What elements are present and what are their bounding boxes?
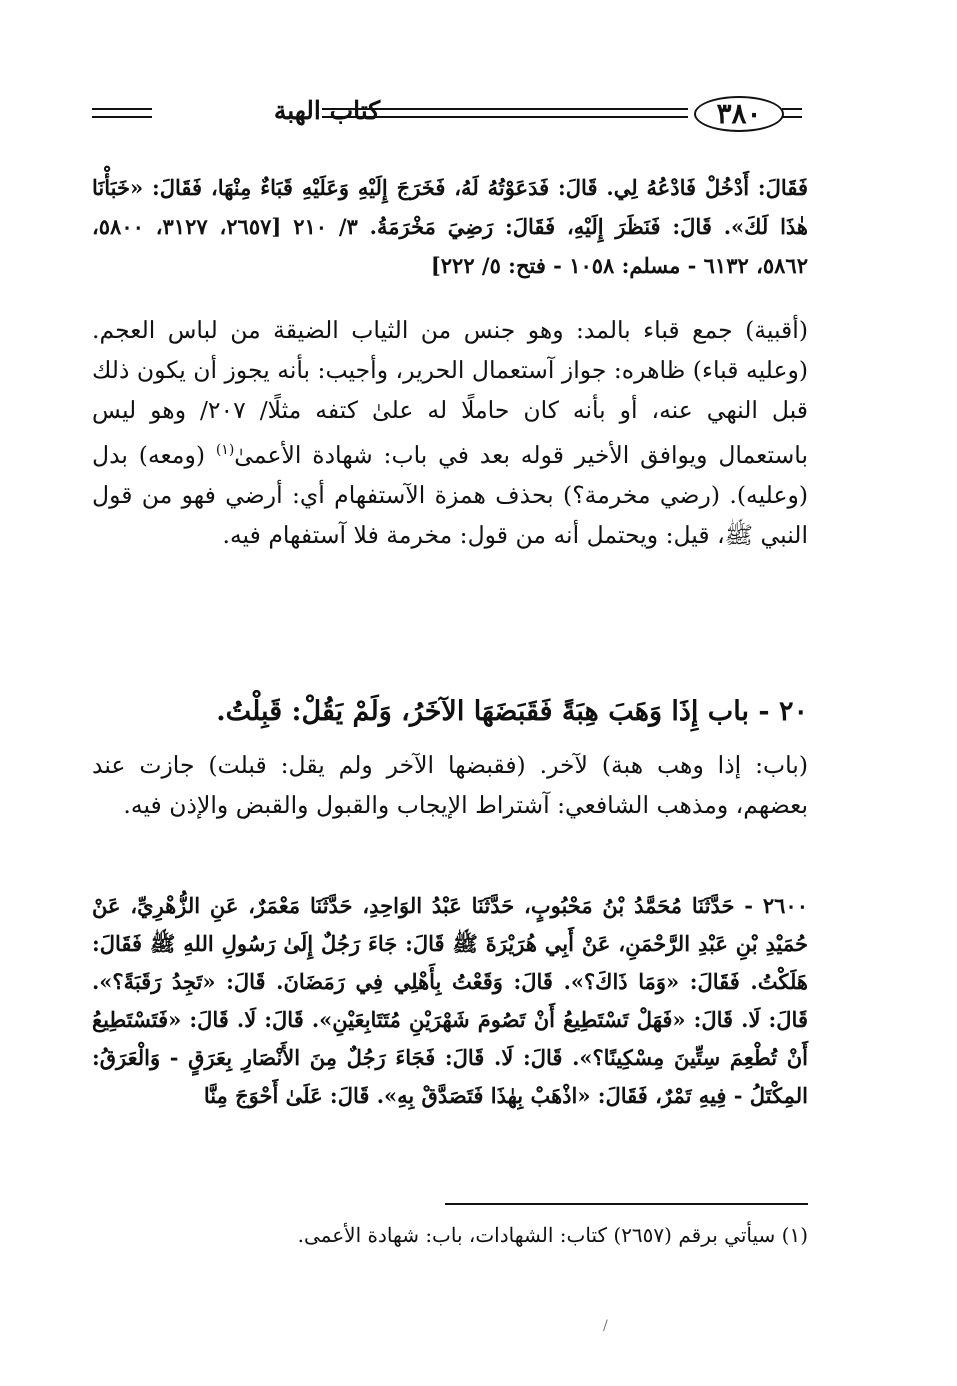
footnote-separator [445, 1203, 808, 1205]
chapter-heading [92, 692, 808, 732]
header-rule-right-1 [782, 108, 802, 110]
commentary-1-part-1: (أقبية) جمع قباء بالمد: وهو جنس من الثياب الضيقة من لباس العجم. (وعليه قباء) ظاهره: جواز آستعمال الحرير، وأجيب: بأنه يجوز أن يكون ذلك قبل النهي عنه، أو بأنه كان حاملًا له علىٰ كتفه مثلًا/ ٢٠٧/ وهو ليس باستعمال ويوافق الأخير قوله بعد في باب: شهادة الأعمىٰ [92, 316, 808, 469]
commentary-2-text: (باب: إذا وهب هبة) لآخر. (فقبضها الآخر ولم يقل: قبلت) جازت عند بعضهم، ومذهب الشافعي: آشتراط الإيجاب والقبول والقبض والإذن فيه. [92, 751, 808, 819]
chapter-heading-text: ٢٠ - باب إِذَا وَهَبَ هِبَةً فَقَبَضَهَا الآخَرُ، وَلَمْ يَقُلْ: قَبِلْتُ. [216, 696, 808, 727]
commentary-paragraph-1 [92, 310, 808, 555]
stray-mark: / [603, 1318, 608, 1334]
header-rule-middle-1 [322, 108, 688, 110]
commentary-paragraph-2 [92, 745, 808, 825]
footnote [92, 1220, 808, 1250]
commentary-1-text [92, 310, 808, 555]
running-title: كتاب الهبة [273, 96, 381, 125]
page-header [92, 92, 805, 140]
header-rule-middle-2 [322, 116, 688, 118]
hadith-2600-text: ٢٦٠٠ - حَدَّثَنَا مُحَمَّدُ بْنُ مَحْبُوبٍ، حَدَّثَنَا عَبْدُ الوَاحِدِ، حَدَّثَنَا مَعْمَرٌ، عَنِ الزُّهْرِيِّ، عَنْ حُمَيْدِ بْنِ عَبْدِ الرَّحْمَنِ، عَنْ أَبِي هُرَيْرَةَ ﷺ قَالَ: جَاءَ رَجُلٌ إِلَىٰ رَسُولِ اللهِ ﷺ فَقَالَ: هَلَكْتُ. فَقَالَ: «وَمَا ذَاكَ؟». قَالَ: وَقَعْتُ بِأَهْلِي فِي رَمَضَانَ. قَالَ: «تَجِدُ رَقَبَةً؟». قَالَ: لَا. قَالَ: «فَهَلْ تَسْتَطِيعُ أَنْ تَصُومَ شَهْرَيْنِ مُتَتَابِعَيْنِ». قَالَ: لَا. قَالَ: «فَتَسْتَطِيعُ أَنْ تُطْعِمَ سِتِّينَ مِسْكِينًا؟». قَالَ: لَا. قَالَ: فَجَاءَ رَجُلٌ مِنَ الأَنْصَارِ بِعَرَقٍ - وَالْعَرَقُ: المِكْتَلُ - فِيهِ تَمْرٌ، فَقَالَ: «اذْهَبْ بِهٰذَا فَتَصَدَّقْ بِهِ». قَالَ: عَلَىٰ أَحْوَجَ مِنَّا [92, 893, 808, 1108]
header-rule-left-2 [92, 116, 152, 118]
hadith-2600 [92, 887, 808, 1115]
header-rule-right-2 [782, 116, 802, 118]
footnote-text: (١) سيأتي برقم (٢٦٥٧) كتاب: الشهادات، باب: شهادة الأعمى. [297, 1223, 808, 1247]
header-rule-left-1 [92, 108, 152, 110]
hadith-continuation-text: فَقَالَ: أَدْخُلْ فَادْعُهُ لِي. قَالَ: فَدَعَوْتُهُ لَهُ، فَخَرَجَ إِلَيْهِ وَعَلَيْهِ قَبَاءٌ مِنْهَا، فَقَالَ: «خَبَأْنَا هٰذَا لَكَ». قَالَ: فَنَظَرَ إِلَيْهِ، فَقَالَ: رَضِيَ مَخْرَمَةُ. ٣/ ٢١٠ [٢٦٥٧، ٣١٢٧، ٥٨٠٠، ٥٨٦٢، ٦١٣٢ - مسلم: ١٠٥٨ - فتح: ٥/ ٢٢٢] [92, 175, 809, 278]
footnote-reference[interactable]: (١) [215, 442, 235, 458]
page-number-ornament [684, 92, 802, 136]
commentary-1-part-2: (ومعه) بدل (وعليه). (رضي مخرمة؟) بحذف همزة الآستفهام أي: أرضي فهو من قول النبي ﷺ، قيل: ويحتمل أنه من قول: مخرمة فلا آستفهام فيه. [92, 440, 808, 549]
hadith-continuation [92, 168, 808, 285]
page-number: ٣٨٠ [694, 96, 784, 132]
